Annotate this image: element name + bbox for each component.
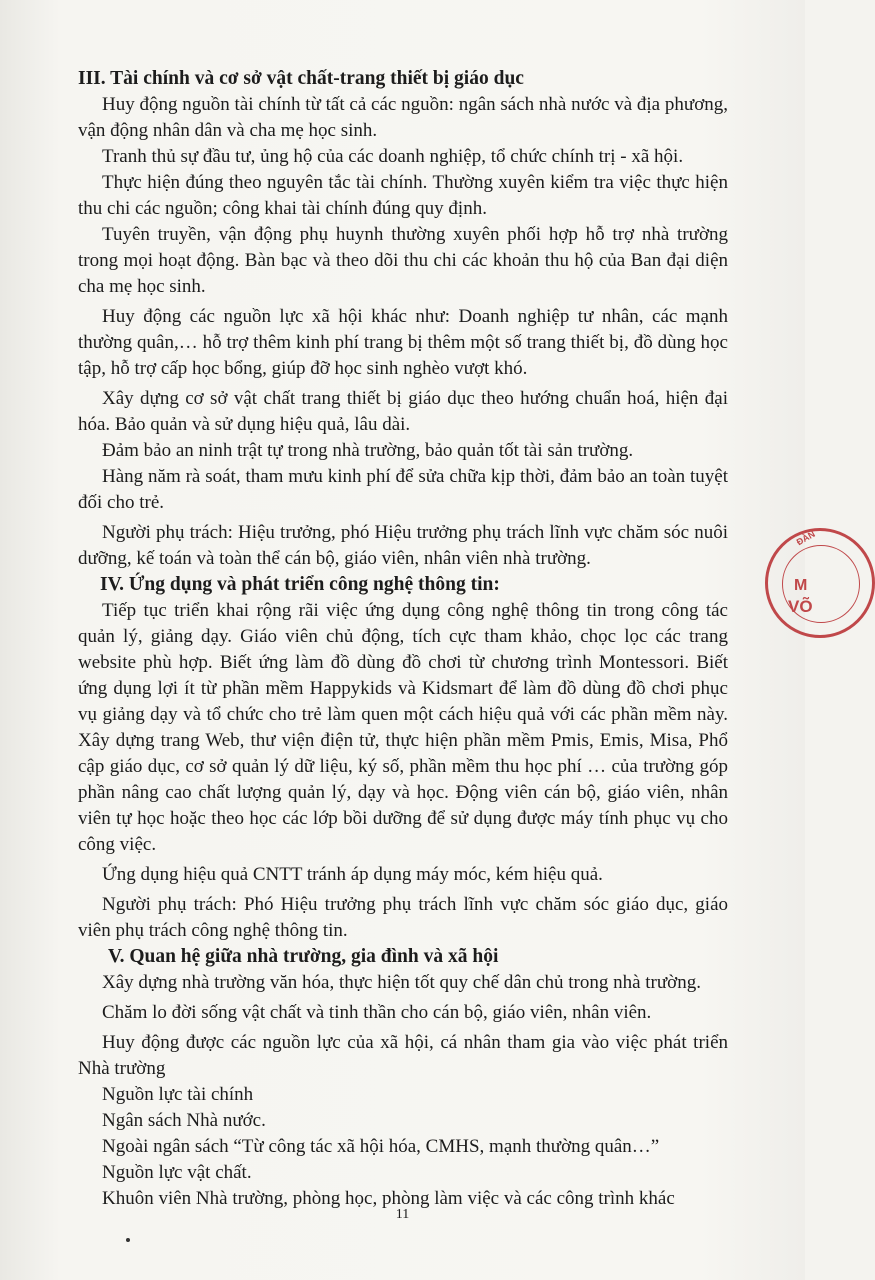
paragraph: Ngân sách Nhà nước. bbox=[102, 1110, 266, 1131]
paragraph: Nguồn lực vật chất. bbox=[102, 1162, 252, 1183]
paragraph: Người phụ trách: Phó Hiệu trưởng phụ trách lĩnh vực chăm sóc giáo dục, giáo viên phụ trách công nghệ thông tin. bbox=[78, 894, 728, 941]
section-5-heading: V. Quan hệ giữa nhà trường, gia đình và xã hội bbox=[108, 946, 499, 967]
paragraph: Đảm bảo an ninh trật tự trong nhà trường, bảo quản tốt tài sản trường. bbox=[102, 440, 634, 461]
paragraph: Xây dựng nhà trường văn hóa, thực hiện tốt quy chế dân chủ trong nhà trường. bbox=[102, 972, 701, 993]
paragraph: Huy động nguồn tài chính từ tất cả các nguồn: ngân sách nhà nước và địa phương, vận động nhân dân và cha mẹ học sinh. bbox=[78, 94, 728, 141]
page-content bbox=[78, 66, 728, 1212]
paragraph: Tiếp tục triển khai rộng rãi việc ứng dụng công nghệ thông tin trong công tác quản lý, giảng dạy. Giáo viên chủ động, tích cực tham khảo, chọc lọc các trang website phù hợp. Biết ứng làm đồ dùng đồ chơi từ chương trình Montessori. Biết ứng dụng lợi ít từ phần mềm Happykids và Kidsmart để làm đồ dùng đồ chơi phục vụ giảng dạy và tổ chức cho trẻ làm quen một cách hiệu quả với các phần mềm này. Xây dựng trang Web, thư viện điện tử, thực hiện phần mềm Pmis, Emis, Misa, Phổ cập giáo dục, cơ sở quản lý dữ liệu, ký số, phần mềm thu học phí … của trường góp phần nâng cao chất lượng quản lý, dạy và học. Động viên cán bộ, giáo viên, nhân viên tự học hoặc theo học các lớp bồi dưỡng để sử dụng được máy tính phục vụ cho công việc. bbox=[78, 600, 728, 855]
paragraph: Người phụ trách: Hiệu trưởng, phó Hiệu trưởng phụ trách lĩnh vực chăm sóc nuôi dưỡng, kế toán và toàn thể cán bộ, giáo viên, nhân viên nhà trường. bbox=[78, 522, 728, 569]
paragraph: Huy động được các nguồn lực của xã hội, cá nhân tham gia vào việc phát triển Nhà trường bbox=[78, 1032, 728, 1079]
stamp-arc-text: ĐÀN bbox=[794, 528, 817, 548]
section-3-heading: III. Tài chính và cơ sở vật chất-trang thiết bị giáo dục bbox=[78, 68, 524, 89]
paragraph: Huy động các nguồn lực xã hội khác như: Doanh nghiệp tư nhân, các mạnh thường quân,… hỗ trợ thêm kinh phí trang bị thêm một số trang thiết bị, đồ dùng học tập, hỗ trợ cấp học bổng, giúp đỡ học sinh nghèo vượt khó. bbox=[78, 306, 728, 379]
paragraph: Nguồn lực tài chính bbox=[102, 1084, 254, 1105]
paragraph: Ứng dụng hiệu quả CNTT tránh áp dụng máy móc, kém hiệu quả. bbox=[102, 864, 603, 885]
stamp-text-b: VÕ bbox=[788, 597, 813, 616]
paragraph: Khuôn viên Nhà trường, phòng học, phòng làm việc và các công trình khác bbox=[102, 1188, 675, 1209]
paragraph: Ngoài ngân sách “Từ công tác xã hội hóa, CMHS, mạnh thường quân…” bbox=[102, 1136, 660, 1157]
paragraph: Tuyên truyền, vận động phụ huynh thường xuyên phối hợp hỗ trợ nhà trường trong mọi hoạt động. Bàn bạc và theo dõi thu chi các khoản thu hộ của Ban đại diện cha mẹ học sinh. bbox=[78, 224, 728, 297]
paragraph: Xây dựng cơ sở vật chất trang thiết bị giáo dục theo hướng chuẩn hoá, hiện đại hóa. Bảo quản và sử dụng hiệu quả, lâu dài. bbox=[78, 388, 728, 435]
paragraph: Chăm lo đời sống vật chất và tinh thần cho cán bộ, giáo viên, nhân viên. bbox=[102, 1002, 652, 1023]
paragraph: Thực hiện đúng theo nguyên tắc tài chính. Thường xuyên kiểm tra việc thực hiện thu chi các nguồn; công khai tài chính đúng quy định. bbox=[78, 172, 728, 219]
paragraph: Hàng năm rà soát, tham mưu kinh phí để sửa chữa kịp thời, đảm bảo an toàn tuyệt đối cho trẻ. bbox=[78, 466, 728, 513]
section-4-heading: IV. Ứng dụng và phát triển công nghệ thông tin: bbox=[100, 574, 500, 595]
stamp-text-a: M bbox=[794, 577, 808, 594]
page-number: 11 bbox=[395, 1207, 410, 1222]
red-stamp bbox=[765, 528, 875, 638]
paragraph: Tranh thủ sự đầu tư, ủng hộ của các doanh nghiệp, tổ chức chính trị - xã hội. bbox=[102, 146, 684, 167]
ink-dot bbox=[126, 1238, 130, 1242]
